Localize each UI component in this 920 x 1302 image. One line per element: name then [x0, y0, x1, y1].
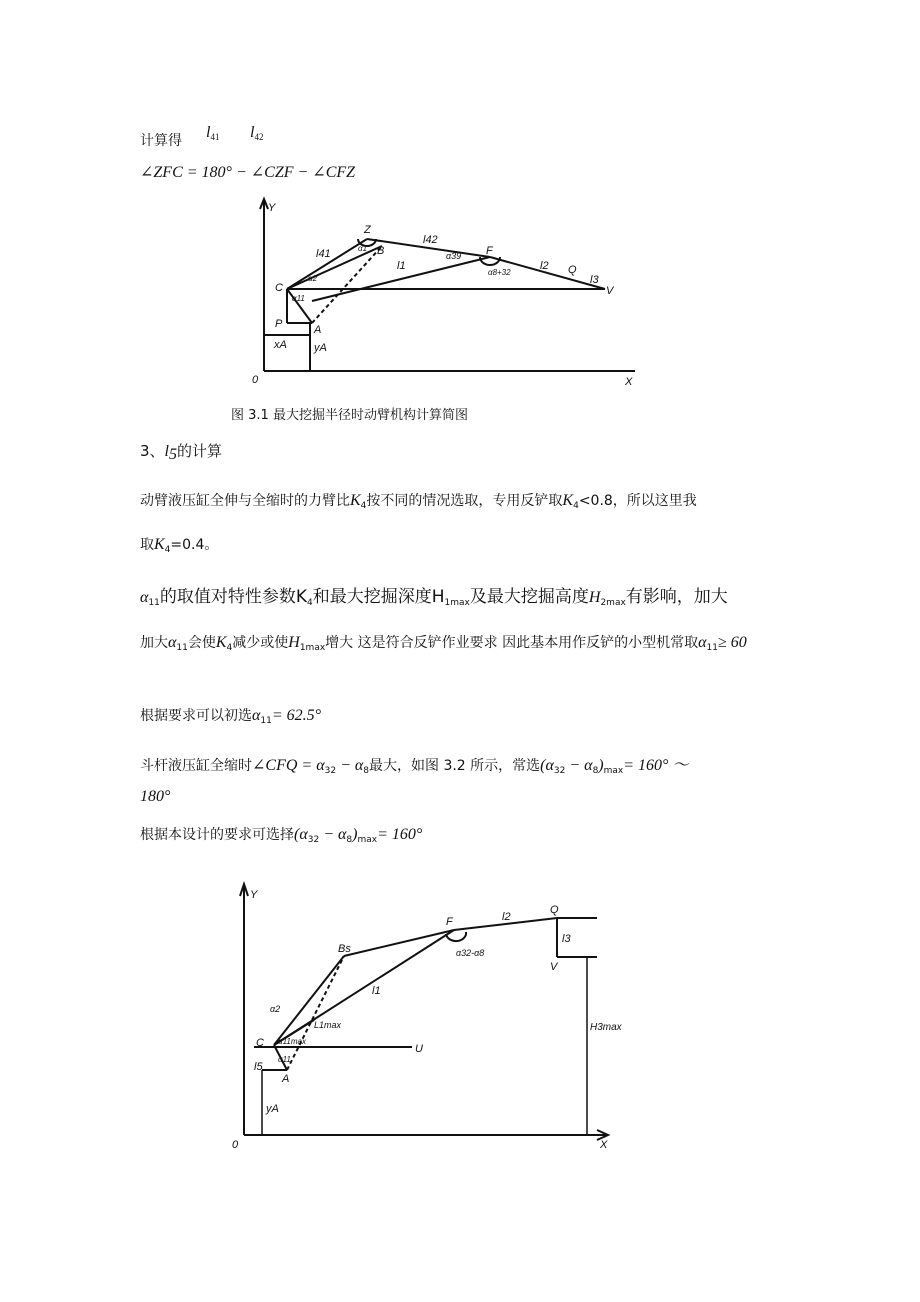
- fig1-label-b: B: [377, 245, 385, 257]
- section-var: l: [164, 443, 169, 460]
- fig2-label-a3228: α32-α8: [456, 948, 485, 958]
- fig1-label-a39: α39: [446, 251, 462, 261]
- para4-alpha-sub: 11: [176, 643, 188, 653]
- para7-eq2c: ): [352, 826, 358, 843]
- para3-alpha: α: [140, 589, 149, 606]
- para3-t3: 及最大挖掘高度: [469, 587, 589, 607]
- para-alpha-effect: [140, 582, 728, 608]
- para6-minus: − α: [336, 757, 364, 774]
- para4-alpha: α: [168, 634, 177, 651]
- fig2-label-bs: Bs: [338, 943, 351, 955]
- l41-sub: 41: [210, 132, 220, 142]
- para3-k-sub: 4: [307, 598, 313, 608]
- fig2-label-l1: l1: [372, 985, 381, 997]
- para4-t3: 减少或使: [232, 635, 289, 651]
- para6-eq3: = 160° ～: [623, 757, 689, 774]
- para-initial-alpha: [140, 705, 321, 726]
- para3-t2: 和最大挖掘深度: [312, 587, 432, 607]
- para1-text-c: <0.8，所以这里我: [578, 493, 697, 509]
- para-choose-k: [140, 534, 218, 555]
- para6-s8b: 8: [592, 766, 599, 776]
- figure-3-1: [250, 193, 650, 388]
- para7-eq: = 160°: [377, 826, 423, 843]
- para6-max: max: [603, 766, 624, 776]
- l42-base: l: [250, 124, 255, 141]
- fig1-label-z: Z: [364, 224, 371, 236]
- para5-alpha-sub: 11: [260, 716, 272, 726]
- fig1-cz-line: [287, 239, 367, 289]
- para5-alpha: α: [252, 707, 261, 724]
- para1-text-a: 动臂液压缸全伸与全缩时的力臂比: [140, 493, 350, 509]
- l41-base: l: [206, 124, 211, 141]
- para3-h2: H: [588, 589, 601, 606]
- fig2-label-a11: α11: [278, 1055, 291, 1064]
- fig2-label-l1max: L1max: [314, 1020, 342, 1030]
- fig1-label-o: 0: [252, 374, 259, 386]
- para5-eq: = 62.5°: [271, 707, 322, 724]
- fig1-label-y: Y: [268, 202, 276, 214]
- fig2-label-f: F: [446, 916, 453, 928]
- para2-k-sub: 4: [164, 545, 171, 555]
- para4-alpha2: α: [698, 634, 707, 651]
- section-suffix: 的计算: [177, 442, 223, 460]
- fig2-label-l3: l3: [562, 933, 571, 945]
- para-select: [140, 824, 422, 845]
- para4-t2: 会使: [187, 635, 216, 651]
- fig2-ab-dashed: [287, 956, 344, 1070]
- para3-t4: 有影响，加大: [625, 587, 728, 607]
- fig2-label-o: 0: [232, 1139, 239, 1150]
- para3-alpha-sub: 11: [148, 598, 160, 608]
- para6-t1: 斗杆液压缸全缩时: [140, 758, 252, 774]
- para7-s32: 32: [307, 835, 320, 845]
- para6-s8: 8: [363, 766, 369, 776]
- fig1-label-p: P: [275, 318, 283, 330]
- para3-h2-sub: 2max: [600, 598, 626, 608]
- para-ratio: [140, 490, 697, 511]
- fig2-label-q: Q: [550, 904, 559, 916]
- para4-h1-sub: 1max: [299, 643, 326, 653]
- para6-line2: 180°: [140, 788, 171, 805]
- fig2-cb-line: [274, 956, 344, 1045]
- para4-alpha2-sub: 11: [706, 643, 718, 653]
- fig1-label-f: F: [486, 245, 493, 257]
- fig2-label-u: U: [415, 1043, 423, 1055]
- angle-formula: ∠ZFC = 180° − ∠CZF − ∠CFZ: [140, 164, 356, 181]
- fig2-label-y: Y: [250, 889, 258, 901]
- para2-text-a: 取: [140, 537, 154, 553]
- fig1-label-a: A: [314, 324, 322, 336]
- para1-k: K: [350, 492, 361, 509]
- para-cfq-angle: [140, 752, 688, 776]
- para1-text-b: 按不同的情况选取，专用反铲取: [366, 493, 563, 509]
- para1-k2: K: [562, 492, 574, 509]
- para5-t1: 根据要求可以初选: [140, 708, 252, 724]
- para6-s32b: 32: [553, 766, 566, 776]
- para3-h1-sub: 1max: [444, 598, 470, 608]
- fig1-label-a2: α2: [308, 274, 318, 283]
- fig1-label-x: X: [625, 376, 633, 388]
- fig1-label-l2: l2: [540, 260, 549, 272]
- fig1-label-xa: xA: [274, 339, 287, 351]
- para6-eq1: ∠CFQ = α: [252, 757, 325, 774]
- para-alpha-increase: [140, 632, 747, 653]
- para3-k: K: [295, 587, 308, 607]
- fig2-label-h3max: H3max: [590, 1022, 622, 1033]
- fig2-label-x: X: [600, 1139, 608, 1150]
- fig1-label-l41: l41: [316, 248, 331, 260]
- fig2-label-a2: α2: [270, 1004, 281, 1014]
- para7-max: max: [357, 835, 378, 845]
- section-number: 3、: [140, 442, 165, 460]
- fig1-label-l1: l1: [397, 260, 406, 272]
- figure-3-2: [232, 880, 622, 1150]
- fig1-label-a1: α1: [358, 244, 368, 253]
- para4-k: K: [215, 634, 227, 651]
- fig1-label-ya: yA: [314, 342, 327, 354]
- fig2-label-c: C: [256, 1037, 264, 1049]
- para6-s32: 32: [324, 766, 337, 776]
- fig2-label-l5: l5: [254, 1061, 263, 1073]
- fig2-label-v: V: [550, 961, 558, 973]
- para7-eq2b: − α: [319, 826, 347, 843]
- fig1-label-c: C: [275, 282, 283, 294]
- fig2-label-a: A: [282, 1073, 290, 1085]
- fig2-label-a11max: α11max: [278, 1037, 306, 1046]
- var-l41: [206, 124, 219, 142]
- para2-k: K: [154, 536, 165, 553]
- fig2-label-ya: yA: [266, 1103, 279, 1115]
- para4-k-sub: 4: [226, 643, 233, 653]
- para6-eq2c: ): [598, 757, 604, 774]
- fig1-label-l3: l3: [590, 274, 599, 286]
- fig1-cb-line: [287, 245, 385, 289]
- para6-eq2: (α: [540, 757, 554, 774]
- fig1-label-a11: α11: [292, 294, 305, 303]
- para2-text-b: =0.4。: [170, 537, 219, 553]
- var-l42: [250, 124, 263, 142]
- fig2-label-l2: l2: [502, 911, 511, 923]
- fig2-bf-line: [344, 930, 454, 956]
- para1-k-sub: 4: [360, 501, 367, 511]
- para6-t2: 最大，如图 3.2 所示，常选: [369, 758, 541, 774]
- section-var-sub: 5: [169, 446, 177, 463]
- fig1-label-a832: α8+32: [488, 268, 511, 277]
- para3-h1: H: [431, 587, 445, 607]
- fig1-label-l42: l42: [423, 234, 438, 246]
- fig1-label-v: V: [606, 285, 614, 297]
- compute-label: 计算得: [140, 133, 182, 149]
- fig1-caption: 图 3.1 最大挖掘半径时动臂机构计算简图: [231, 408, 468, 423]
- fig1-label-q: Q: [568, 264, 577, 276]
- compute-prefix: [140, 130, 182, 150]
- para7-eq2: (α: [294, 826, 308, 843]
- para7-t1: 根据本设计的要求可选择: [140, 827, 294, 843]
- section-heading: [140, 440, 222, 464]
- para1-k2-sub: 4: [573, 501, 579, 511]
- l42-sub: 42: [254, 132, 264, 142]
- para4-h1: H: [288, 634, 300, 651]
- para6-eq2b: − α: [565, 757, 593, 774]
- para4-t1: 加大: [140, 635, 168, 651]
- para7-s8: 8: [346, 835, 353, 845]
- para4-t4: 增大 这是符合反铲作业要求 因此基本用作反铲的小型机常取: [325, 635, 699, 651]
- para3-t1: 的取值对特性参数: [159, 587, 296, 607]
- para4-ge: ≥ 60: [717, 634, 747, 651]
